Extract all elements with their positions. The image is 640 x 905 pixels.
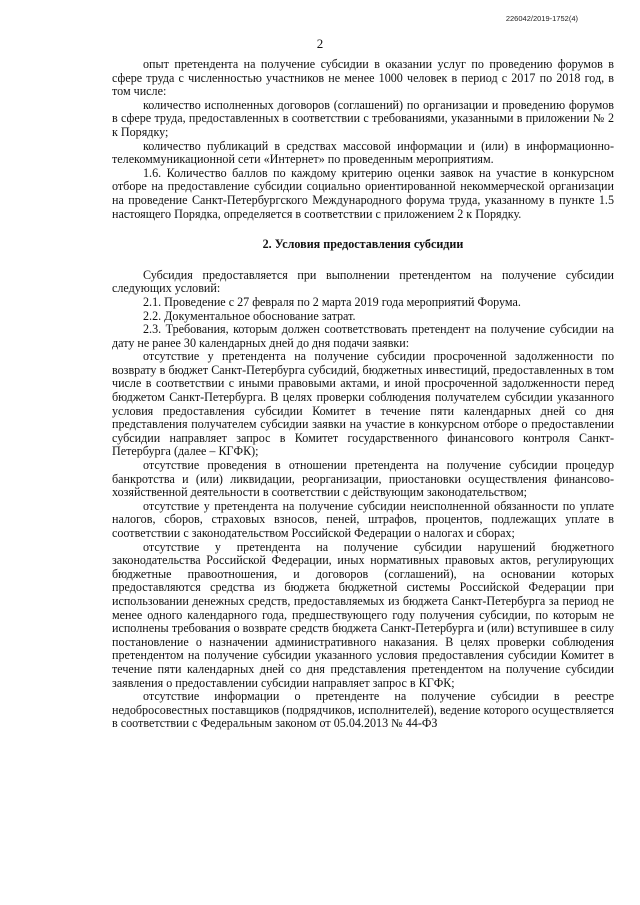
paragraph: отсутствие у претендента на получение субсидии просроченной задолженности по возврату в бюджет Санкт-Петербурга субсидий, бюджетных инвестиций, предоставленных в том числе в соответствии с иными правовыми актами, и иной просроченной задолженности перед бюджетом Санкт-Петербурга. В целях проверки соблюдения получателем субсидии указанного условия предоставления субсидии Комитет в течение пяти календарных дней со дня представления получателем субсидии заявки на участие в конкурсном отборе о предоставлении субсидии направляет запрос в Комитет государственного финансового контроля Санкт-Петербурга (далее – КГФК);	[112, 349, 614, 459]
section-heading: 2. Условия предоставления субсидии	[262, 237, 464, 252]
paragraph: Субсидия предоставляется при выполнении претендентом на получение субсидии следующих условий:	[112, 267, 614, 296]
paragraph: 1.6. Количество баллов по каждому критерию оценки заявок на участие в конкурсном отборе на предоставление субсидии социально ориентированной некоммерческой организации на проведение Санкт-Петербургского Международного форума труда, указанному в пункте 1.5 настоящего Порядка, определяется в соответствии с приложением 2 к Порядку.	[112, 165, 614, 221]
document-body	[112, 58, 614, 731]
paragraph: отсутствие у претендента на получение субсидии неисполненной обязанности по уплате налогов, сборов, страховых взносов, пеней, штрафов, процентов, подлежащих уплате в соответствии с законодательством Российской Федерации о налогах и сборах;	[112, 498, 614, 540]
paragraph: количество публикаций в средствах массовой информации и (или) в информационно-телекоммуникационной сети «Интернет» по проведенным мероприятиям.	[112, 138, 614, 167]
paragraph: отсутствие информации о претенденте на получение субсидии в реестре недобросовестных поставщиков (подрядчиков, исполнителей), ведение которого осуществляется в соответствии с Федеральным законом от 05.04.2013 № 44-ФЗ	[112, 689, 614, 731]
paragraph: 2.2. Документальное обоснование затрат.	[143, 308, 356, 323]
paragraph: количество исполненных договоров (соглашений) по организации и проведению форумов в сфере труда, предоставленных в соответствии с требованиями, указанными в приложении № 2 к Порядку;	[112, 97, 614, 139]
paragraph: опыт претендента на получение субсидии в оказании услуг по проведению форумов в сфере труда с численностью участников не менее 1000 человек в период с 2017 по 2018 год, в том числе:	[112, 57, 614, 99]
paragraph: отсутствие проведения в отношении претендента на получение субсидии процедур банкротства и (или) ликвидации, реорганизации, приостановки осуществления финансово-хозяйственной деятельности в соответствии с действующим законодательством;	[112, 458, 614, 500]
paragraph: 2.3. Требования, которым должен соответствовать претендент на получение субсидии на дату не ранее 30 календарных дней до дня подачи заявки:	[112, 322, 614, 350]
page-number: 2	[316, 36, 324, 51]
paragraph: отсутствие у претендента на получение субсидии нарушений бюджетного законодательства Российской Федерации, иных нормативных правовых актов, регулирующих бюджетные правоотношения, и договоров (соглашений), на основании которых предоставляются средства из бюджета бюджетной системы Российской Федерации при использовании денежных средств, предоставляемых из бюджета Санкт-Петербурга за период не менее одного календарного года, предшествующего году получения субсидии, по которым не исполнены требования о возврате средств бюджета Санкт-Петербурга и (или) вступившее в силу постановление о назначении административного наказания. В целях проверки соблюдения претендентом на получение субсидии указанного условия предоставления субсидии Комитет в течение пяти календарных дней со дня представления претендентом на получение субсидии заявления о предоставлении субсидии направляет запрос в КГФК;	[112, 539, 614, 690]
paragraph: 2.1. Проведение с 27 февраля по 2 марта 2019 года мероприятий Форума.	[143, 294, 521, 309]
document-registration-number: 226042/2019-1752(4)	[505, 14, 578, 23]
